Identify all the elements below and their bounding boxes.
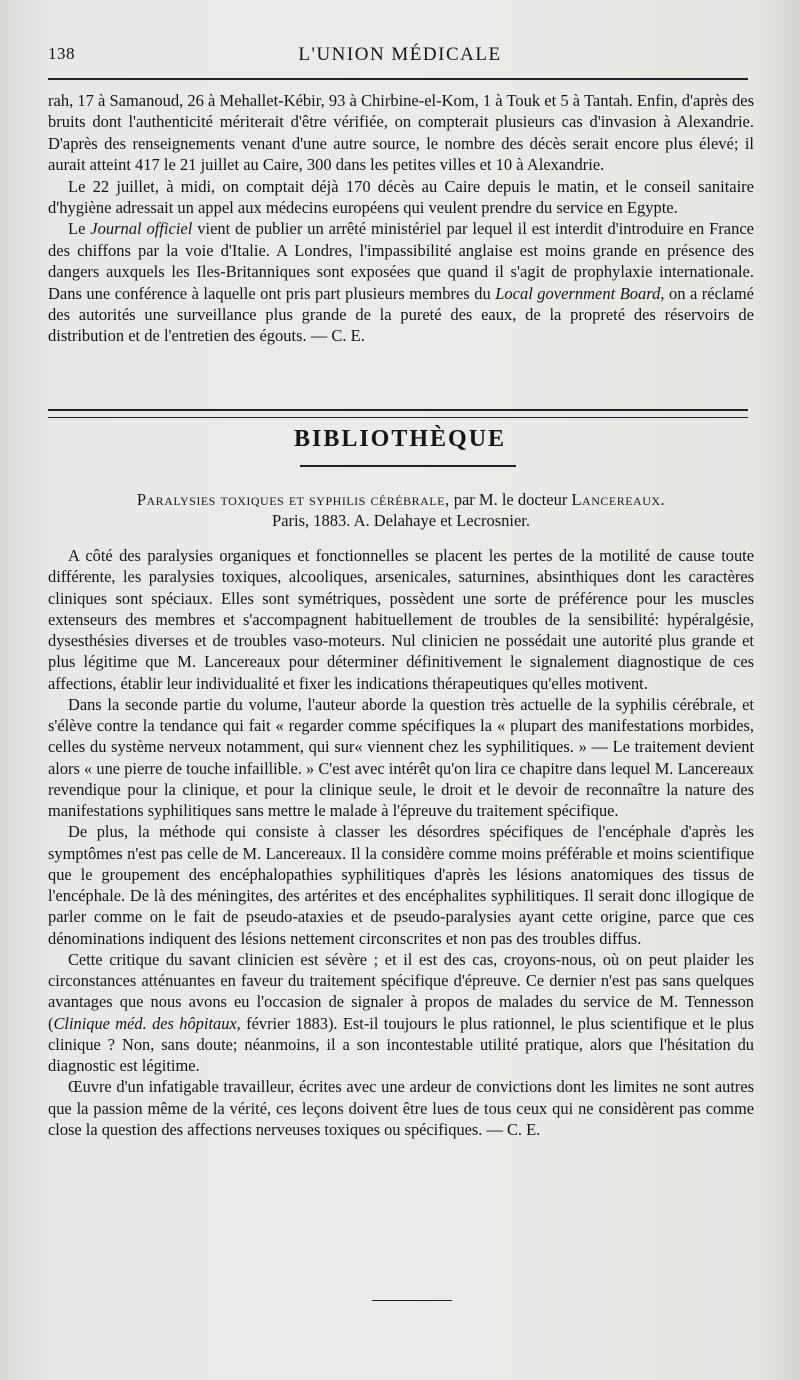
review-column	[48, 545, 754, 1140]
review-title-line	[48, 489, 754, 510]
end-rule	[372, 1300, 452, 1301]
news-text: Le	[68, 219, 91, 239]
book-title: Paralysies toxiques et syphilis cérébrale,	[136, 490, 450, 509]
review-text: , février 1883). Est-il toujours le plus rationnel, le plus scientifique et le plus clinique ? Non, sans doute; néanmoins, il a son incontestable utilité pratique, alors que l'hésitation du diagnostic est légitime.	[48, 1013, 754, 1075]
publication-line: Paris, 1883. A. Delahaye et Lecrosnier.	[272, 511, 530, 530]
review-paragraph: Œuvre d'un infatigable travailleur, écrites avec une ardeur de convictions dont les limites ne sont autres que la passion même de la vérité, ces leçons doivent être lues de tous ceux qui ne considèrent pas comme close la question des affections nerveuses toxiques ou spécifiques. — C. E.	[48, 1077, 754, 1139]
header-rule	[48, 78, 748, 80]
news-text: vient de publier un arrêté ministériel par lequel il est interdit d'introduire en France des chiffons par la voie d'Italie. A Londres, l'impassibilité anglaise est moins grande en présence des dangers auxquels les Iles-Britanniques sont exposées que quand il s'agit de prophylaxie internationale. Dans une conférence à laquelle ont pris part plusieurs membres du	[48, 219, 754, 303]
news-column	[48, 90, 754, 347]
news-paragraph: rah, 17 à Samanoud, 26 à Mehallet-Kébir, 93 à Chirbine-el-Kom, 1 à Touk et 5 à Tantah. Enfin, d'après des bruits dont l'authenticité mériterait d'être vérifiée, on compterait plusieurs cas d'invasion à Alexandrie. D'après des renseignements venant d'une autre source, le nombre des décès serait encore plus élevé; il aurait atteint 417 le 21 juillet au Caire, 300 dans les petites villes et 10 à Alexandrie.	[48, 91, 754, 175]
running-head	[48, 44, 752, 72]
book-author: Lancereaux.	[571, 490, 666, 509]
review-paragraph	[48, 949, 754, 1077]
review-paragraph: Dans la seconde partie du volume, l'auteur aborde la question très actuelle de la syphilis cérébrale, et s'élève contre la tendance qui fait « regarder comme spécifiques la « plupart des manifestations morbides, celles du système nerveux notamment, qui sur« viennent chez les syphilitiques. » — Le traitement devient alors « une pierre de touche infaillible. » C'est avec intérêt qu'on lira ce chapitre dans lequel M. Lancereaux revendique pour la clinique, et pour la clinique seule, le droit et le devoir de reconnaître la nature des manifestations syphilitiques sans mettre le malade à l'épreuve du traitement spécifique.	[48, 694, 754, 820]
journal-name: Journal officiel	[90, 219, 193, 239]
review-heading	[48, 489, 754, 531]
board-name: Local government Board	[495, 283, 661, 303]
review-text: Cette critique du savant clinicien est sévère ; et il est des cas, croyons-nous, où on peut plaider les circonstances atténuantes en faveur du traitement spécifique d'épreuve. Ce dernier n'est pas sans quelques avantages que nous avons eu l'occasion de signaler à propos de malades du service de M. Tennesson (	[48, 949, 754, 1033]
news-text: , on a réclamé des autorités une surveillance plus grande de la pureté des eaux, de la propreté des réservoirs de distribution et de l'entretien des égouts. — C. E.	[48, 283, 755, 346]
page-number: 138	[48, 44, 75, 63]
journal-title: L'UNION MÉDICALE	[298, 44, 502, 65]
citation: Clinique méd. des hôpitaux	[53, 1013, 237, 1033]
review-paragraph: A côté des paralysies organiques et fonctionnelles se placent les pertes de la motilité de cause toute différente, les paralysies toxiques, alcooliques, arsenicales, saturnines, absinthiques dont les caractères cliniques sont spéciaux. Elles sont symétriques, possèdent une sorte de préférence pour les muscles extenseurs des membres et s'accompagnent habituellement de troubles de la sensibilité: hypéralgésie, dysesthésies diverses et de troubles vaso-moteurs. Nul clinicien ne possédait une autorité plus grande et plus légitime que M. Lancereaux pour déterminer définitivement le signalement diagnostique de ces affections, établir leur individualité et fixer les indications thérapeutiques qu'elles motivent.	[48, 546, 754, 693]
review-title-by: par M. le docteur	[449, 490, 572, 509]
section-title: BIBLIOTHÈQUE	[293, 426, 507, 452]
section-divider	[48, 409, 748, 418]
section-title-rule	[300, 465, 516, 467]
news-paragraph	[48, 218, 754, 346]
review-paragraph: De plus, la méthode qui consiste à classer les désordres spécifiques de l'encéphale d'après les symptômes n'est pas celle de M. Lancereaux. Il la considère comme moins préférable et moins scientifique que le groupement des encéphalopathies syphilitiques d'après les lésions anatomiques des tissus de l'encéphale. De là des méningites, des artérites et des encéphalites syphilitiques. Il serait donc illogique de parler comme on le fait de pseudo-ataxies et de pseudo-paralysies ayant cette origine, parce que ces dénominations indiquent des lésions nettement circonscrites et non pas des troubles diffus.	[48, 822, 754, 948]
news-paragraph: Le 22 juillet, à midi, on comptait déjà 170 décès au Caire depuis le matin, et le conseil sanitaire d'hygiène adressait un appel aux médecins européens qui veulent prendre du service en Egypte.	[48, 176, 754, 218]
